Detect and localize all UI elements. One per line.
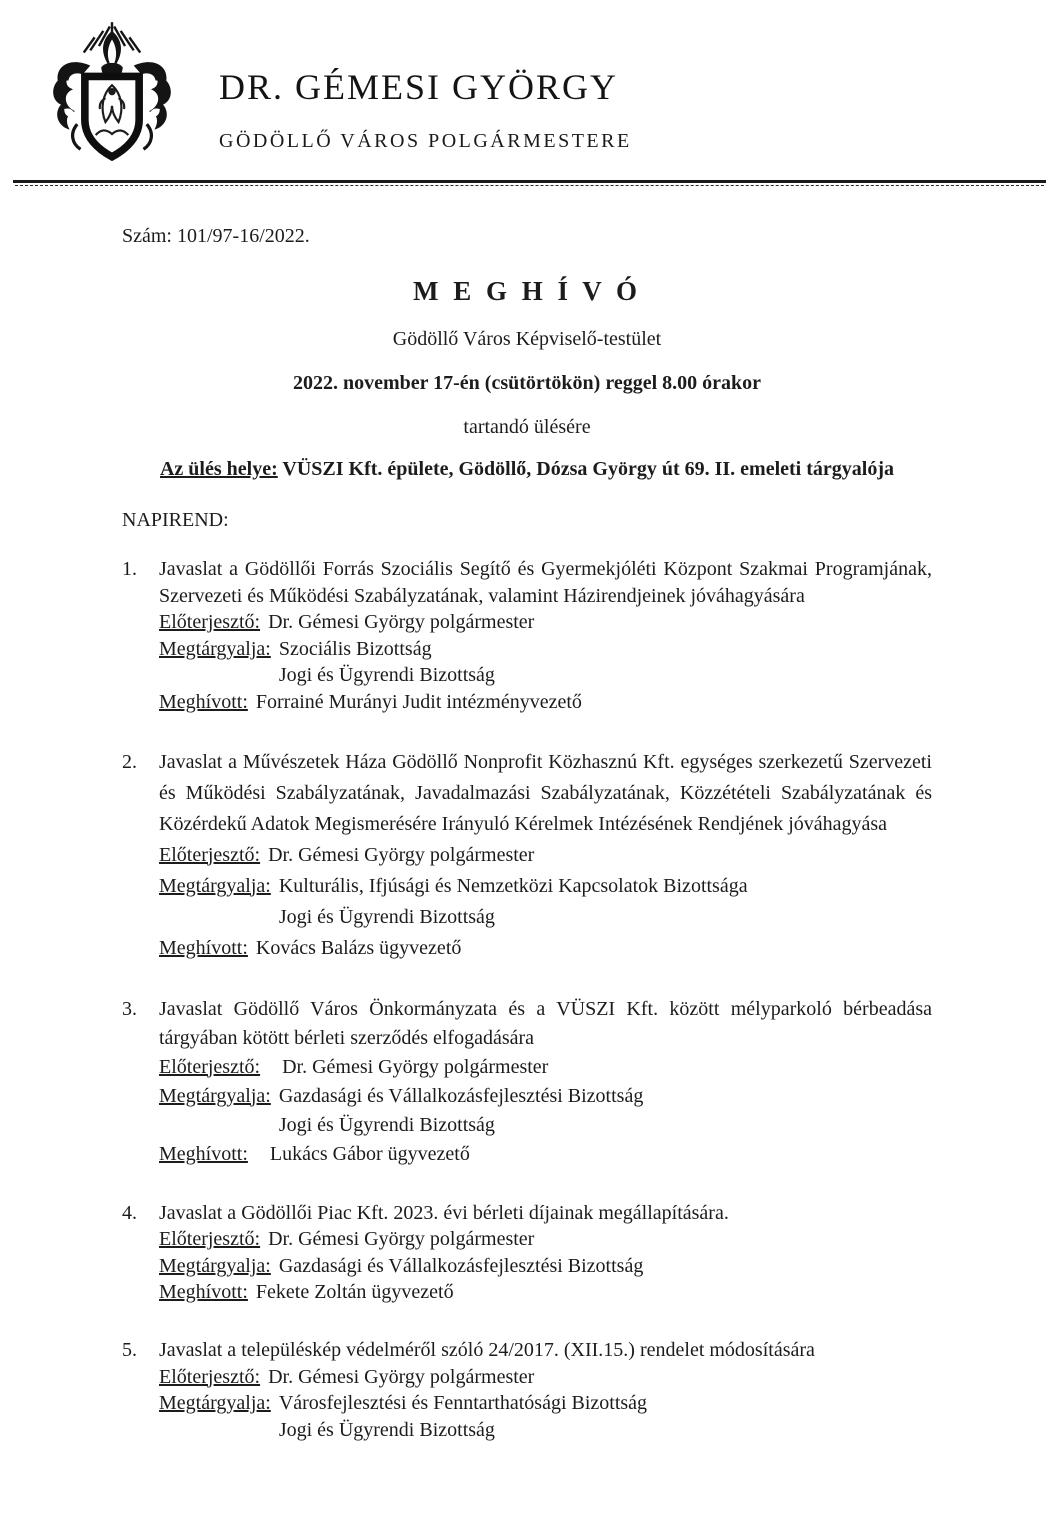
item-title: Javaslat a településkép védelméről szóló 24/2017. (XII.15.) rendelet módosítására [159,1338,815,1361]
coat-of-arms-icon [46,20,178,172]
letterhead [0,0,1059,180]
invited-row [159,933,932,964]
invited-row [159,1279,932,1306]
invited-value: Lukács Gábor ügyvezető [269,1142,470,1165]
item-number: 5. [122,1338,137,1361]
location-label: Az ülés helye: [159,458,278,480]
presenter-value: Dr. Gémesi György polgármester [282,1055,549,1078]
agenda-list [122,556,932,1443]
body-name: Gödöllő Város Képviselő-testület [392,328,662,350]
committee-value: Jogi és Ügyrendi Bizottság [278,664,495,687]
presenter-label: Előterjesztő: [159,611,261,634]
committees-label: Megtárgyalja: [159,637,271,660]
invited-row [159,1140,932,1169]
committee-value: Szociális Bizottság [278,637,432,660]
committee-value: Jogi és Ügyrendi Bizottság [278,1113,495,1136]
item-number: 1. [122,558,137,580]
document-body [0,225,1059,1534]
committees-row [159,636,932,689]
invited-label: Meghívott: [159,1281,248,1304]
presenter-row [159,840,932,871]
meeting-datetime: 2022. november 17-én (csütörtökön) reggel 8.00 órakor [292,372,762,394]
item-title: Javaslat a Gödöllői Forrás Szociális Segítő és Gyermekjóléti Központ Szakmai Programjának, Szervezeti és Működési Szabályzatának, valamint Házirendjeinek jóváhagyására [159,558,932,607]
agenda-item-2 [122,747,932,964]
header-divider [13,180,1046,189]
letterhead-name: DR. GÉMESI GYÖRGY [219,67,619,107]
invited-value: Kovács Balázs ügyvezető [255,936,462,959]
presenter-row [159,609,932,636]
item-number: 2. [122,750,137,773]
item-title: Javaslat a Gödöllői Piac Kft. 2023. évi bérleti díjainak megállapítására. [159,1201,729,1224]
committees-row [159,1390,932,1443]
location-text: VÜSZI Kft. épülete, Gödöllő, Dózsa György út 69. II. emeleti tárgyalója [282,458,894,480]
invited-label: Meghívott: [159,936,248,959]
committee-value: Városfejlesztési és Fenntarthatósági Bizottság [278,1392,648,1415]
invited-row [159,689,932,716]
reference-number: Szám: 101/97-16/2022. [122,225,310,247]
committees-row [159,1082,932,1140]
presenter-row [159,1226,932,1253]
agenda-item-1 [122,556,932,716]
invited-label: Meghívott: [159,690,248,713]
letterhead-text [219,66,632,153]
invited-label: Meghívott: [159,1142,248,1165]
agenda-item-5 [122,1337,932,1443]
meeting-location [122,458,932,481]
committees-row [159,871,932,933]
presenter-row [159,1053,932,1082]
session-text: tartandó ülésére [463,416,591,438]
item-title: Javaslat a Művészetek Háza Gödöllő Nonprofit Közhasznú Kft. egységes szerkezetű Szervezeti és Működési Szabályzatának, Javadalmazási Szabályzatának, Közzétételi Szabályzatának és Közérdekű Adatok Megismerésére Irányuló Kérelmek Intézésének Rendjének jóváhagyása [159,750,932,835]
committees-label: Megtárgyalja: [159,1254,271,1277]
invited-value: Forrainé Murányi Judit intézményvezető [255,690,582,713]
presenter-label: Előterjesztő: [159,1365,261,1388]
committees-label: Megtárgyalja: [159,1392,271,1415]
presenter-value: Dr. Gémesi György polgármester [268,1228,535,1251]
presenter-row [159,1364,932,1391]
committees-label: Megtárgyalja: [159,874,271,897]
presenter-label: Előterjesztő: [159,1055,261,1078]
document-title: M E G H Í V Ó [412,276,642,306]
presenter-label: Előterjesztő: [159,843,261,866]
invited-value: Fekete Zoltán ügyvezető [255,1281,454,1304]
presenter-value: Dr. Gémesi György polgármester [268,1365,535,1388]
presenter-value: Dr. Gémesi György polgármester [268,843,535,866]
item-number: 3. [122,997,137,1020]
presenter-value: Dr. Gémesi György polgármester [268,611,535,634]
committee-value: Gazdasági és Vállalkozásfejlesztési Bizottság [278,1254,644,1277]
committees-row [159,1253,932,1280]
agenda-heading: NAPIREND: [122,509,229,531]
item-title: Javaslat Gödöllő Város Önkormányzata és a VÜSZI Kft. között mélyparkoló bérbeadása tárgyában kötött bérleti szerződés elfogadására [159,997,932,1049]
committee-value: Kulturális, Ifjúsági és Nemzetközi Kapcsolatok Bizottsága [278,874,748,897]
committee-value: Jogi és Ügyrendi Bizottság [278,905,495,928]
item-number: 4. [122,1201,137,1224]
committee-value: Gazdasági és Vállalkozásfejlesztési Bizottság [278,1084,644,1107]
agenda-item-3 [122,995,932,1169]
agenda-item-4 [122,1200,932,1306]
committees-label: Megtárgyalja: [159,1084,271,1107]
committee-value: Jogi és Ügyrendi Bizottság [278,1418,495,1441]
presenter-label: Előterjesztő: [159,1228,261,1251]
letterhead-office-title: GÖDÖLLŐ VÁROS POLGÁRMESTERE [219,130,632,152]
